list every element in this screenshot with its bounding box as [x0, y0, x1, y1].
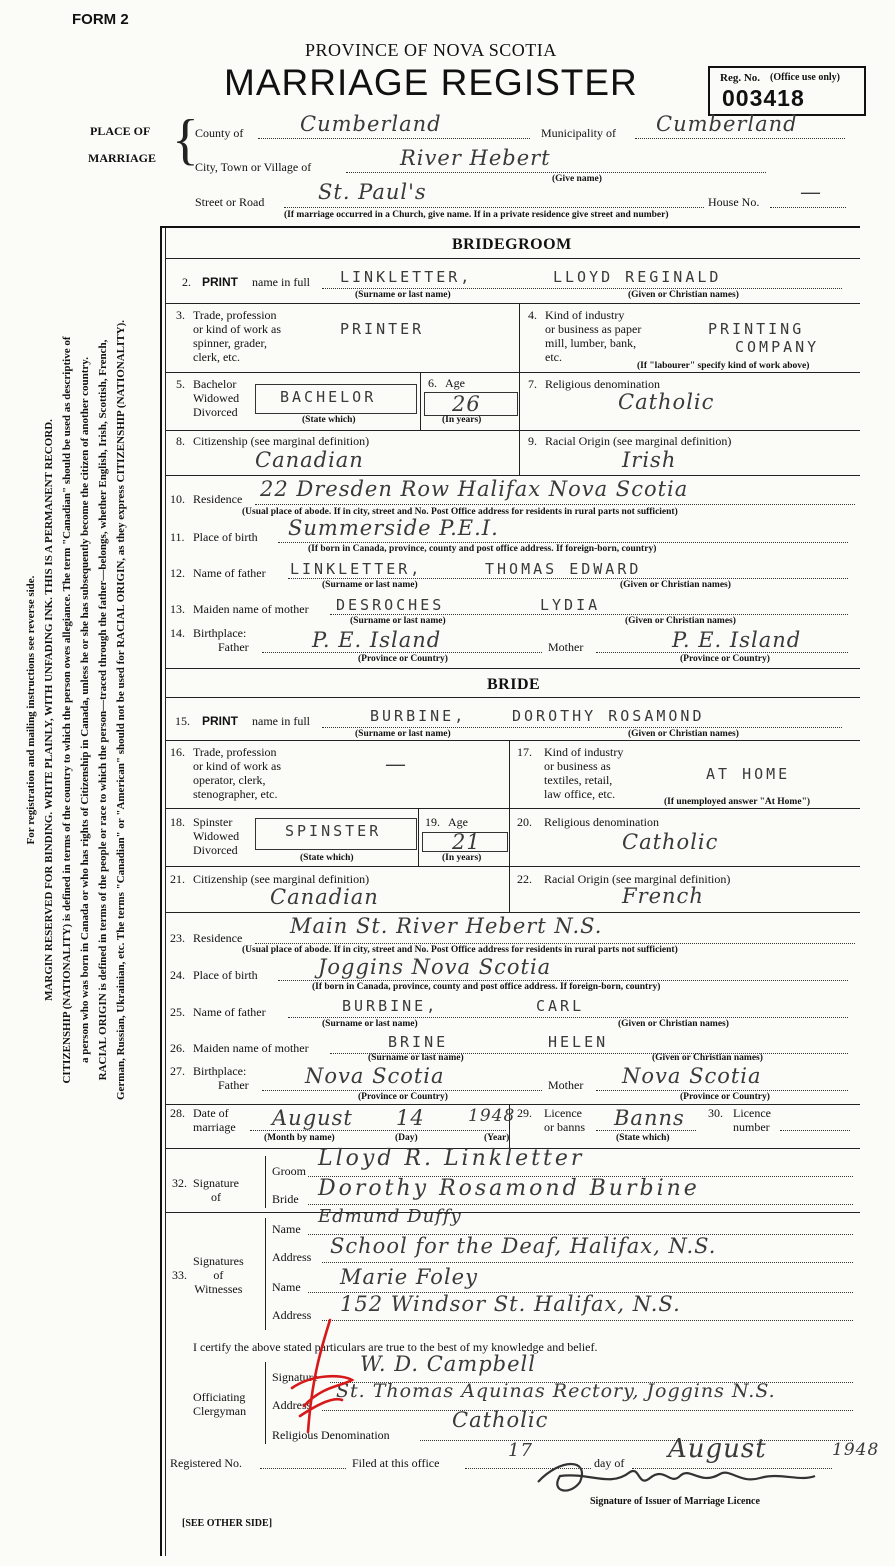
- marriage-day: 14: [396, 1106, 425, 1130]
- racial-origin-label: Racial Origin (see marginal definition): [545, 434, 732, 448]
- province-note: (Province or Country): [358, 654, 448, 664]
- given-note: (Given or Christian names): [618, 1019, 729, 1029]
- city-value: River Hebert: [400, 146, 551, 170]
- bride-industry: AT HOME: [706, 765, 791, 783]
- groom-mother-surname: DESROCHES: [336, 596, 445, 614]
- industry-label: Kind of industry or business as paper mill, lumber, bank, etc.: [545, 308, 642, 364]
- given-note: (Given or Christian names): [620, 580, 731, 590]
- marital-status-label: Bachelor Widowed Divorced: [193, 377, 240, 419]
- field-number: 14.: [170, 626, 185, 640]
- place-group-label: PLACE OF: [90, 124, 151, 138]
- trade-label: Trade, profession or kind of work as spinner, grader, clerk, etc.: [193, 308, 281, 364]
- signature-of-label: Signature of: [193, 1176, 239, 1204]
- bride-father-given: CARL: [536, 997, 585, 1015]
- mother-birthplace-label: Mother: [548, 1078, 584, 1092]
- margin-definitions: [22, 70, 130, 1350]
- clergy-address-label: Address: [272, 1398, 312, 1412]
- bride-sig-label: Bride: [272, 1192, 299, 1206]
- field-number: 33.: [172, 1268, 187, 1282]
- province-note: (Province or Country): [680, 1092, 770, 1102]
- surname-note: (Surname or last name): [322, 580, 418, 590]
- groom-industry-2: COMPANY: [735, 338, 820, 356]
- bride-age: 21: [452, 830, 481, 854]
- margin-line-2: MARGIN RESERVED FOR BINDING. WRITE PLAINLY, WITH UNFADING INK. THIS IS A PERMANENT RECORD.: [43, 419, 55, 1001]
- birth-note: (If born in Canada, province, county and post office address. If foreign-born, country): [308, 544, 657, 554]
- filed-at-office-label: Filed at this office: [352, 1456, 440, 1470]
- witness1-address: School for the Deaf, Halifax, N.S.: [330, 1234, 717, 1258]
- witnesses-label: Signatures of Witnesses: [193, 1254, 244, 1296]
- bride-given-names: DOROTHY ROSAMOND: [512, 707, 705, 725]
- place-of-birth-label: Place of birth: [193, 530, 258, 544]
- place-of-birth-label: Place of birth: [193, 968, 258, 982]
- clergy-denomination: Catholic: [452, 1408, 549, 1432]
- groom-age: 26: [452, 392, 481, 416]
- margin-line-1: For registration and mailing instructions see reverse side.: [25, 575, 37, 845]
- in-years-note: (In years): [442, 853, 482, 863]
- field-number: 25.: [170, 1005, 185, 1019]
- clergy-signature-label: Signature: [272, 1370, 318, 1384]
- field-number: 32.: [172, 1176, 187, 1190]
- print-label: PRINT: [202, 275, 238, 289]
- residence-note: (Usual place of abode. If in city, street and No. Post Office address for residents in rural parts not sufficient): [242, 507, 678, 517]
- mother-name-label: Maiden name of mother: [193, 1041, 309, 1055]
- in-years-note: (In years): [442, 415, 482, 425]
- bride-mother-birthplace: Nova Scotia: [622, 1064, 762, 1088]
- groom-surname: LINKLETTER,: [340, 268, 473, 286]
- groom-mother-birthplace: P. E. Island: [672, 628, 802, 652]
- field-number: 21.: [170, 872, 185, 886]
- reg-number-value: 003418: [722, 85, 805, 111]
- groom-industry-1: PRINTING: [708, 320, 805, 338]
- state-which-note: (State which): [302, 415, 356, 425]
- age-label: Age: [448, 815, 468, 829]
- groom-father-surname: LINKLETTER,: [290, 560, 423, 578]
- labourer-note: (If "labourer" specify kind of work above): [637, 361, 810, 371]
- licence-number-label: Licence number: [733, 1106, 771, 1134]
- month-note: (Month by name): [264, 1133, 335, 1143]
- citizenship-label: Citizenship (see marginal definition): [193, 434, 370, 448]
- witness2-address: 152 Windsor St. Halifax, N.S.: [340, 1292, 681, 1316]
- frame-left-border: [160, 226, 162, 1556]
- bride-trade: —: [385, 752, 407, 776]
- marriage-year: 1948: [468, 1106, 516, 1126]
- surname-note: (Surname or last name): [350, 616, 446, 626]
- field-number: 7.: [528, 377, 537, 391]
- filed-day: 17: [508, 1440, 533, 1461]
- bride-father-birthplace: Nova Scotia: [305, 1064, 445, 1088]
- field-number: 26.: [170, 1041, 185, 1055]
- reg-number-note: (Office use only): [770, 72, 840, 83]
- surname-note: (Surname or last name): [355, 729, 451, 739]
- date-of-marriage-label: Date of marriage: [193, 1106, 236, 1134]
- groom-citizenship: Canadian: [255, 448, 364, 472]
- citizenship-label: Citizenship (see marginal definition): [193, 872, 370, 886]
- bride-birthplace: Joggins Nova Scotia: [318, 955, 552, 979]
- field-number: 8.: [176, 434, 185, 448]
- field-number: 13.: [170, 602, 185, 616]
- margin-line-4: a person who was born in Canada or who has rights of Citizenship in Canada, unless he or she has subsequently become the citizen of another country.: [79, 357, 91, 1063]
- surname-note: (Surname or last name): [368, 1053, 464, 1063]
- groom-signature: Lloyd R. Linkletter: [318, 1146, 585, 1171]
- field-number: 11.: [170, 530, 185, 544]
- marital-status-label: Spinster Widowed Divorced: [193, 815, 240, 857]
- given-note: (Given or Christian names): [628, 290, 739, 300]
- given-note: (Given or Christian names): [625, 616, 736, 626]
- clergy-address: St. Thomas Aquinas Rectory, Joggins N.S.: [336, 1380, 776, 1402]
- issuer-signature-caption: Signature of Issuer of Marriage Licence: [590, 1496, 760, 1507]
- form-number: FORM 2: [72, 11, 129, 28]
- age-label: Age: [445, 376, 465, 390]
- field-number: 22.: [517, 872, 532, 886]
- witness1-address-label: Address: [272, 1250, 312, 1264]
- house-no-value: —: [800, 180, 822, 204]
- field-number: 2.: [182, 275, 191, 289]
- groom-residence: 22 Dresden Row Halifax Nova Scotia: [260, 477, 689, 501]
- industry-label: Kind of industry or business as textiles, retail, law office, etc.: [544, 745, 624, 801]
- field-number: 29.: [517, 1106, 532, 1120]
- groom-father-given: THOMAS EDWARD: [485, 560, 642, 578]
- municipality-label: Municipality of: [541, 126, 616, 140]
- field-number: 3.: [176, 308, 185, 322]
- residence-label: Residence: [193, 931, 243, 945]
- mother-name-label: Maiden name of mother: [193, 602, 309, 616]
- bride-citizenship: Canadian: [270, 885, 379, 909]
- margin-line-6: German, Russian, Ukrainian, etc. The terms "Canadian" or "American" should not be used for RACIAL ORIGIN, as they express CITIZENSHIP (NATIONALITY).: [115, 319, 127, 1101]
- bride-marital-status: SPINSTER: [285, 822, 382, 840]
- certification-statement: I certify the above stated particulars are true to the best of my knowledge and belief.: [193, 1340, 598, 1354]
- bridegroom-heading: BRIDEGROOM: [452, 236, 572, 253]
- given-note: (Given or Christian names): [628, 729, 739, 739]
- city-label: City, Town or Village of: [195, 160, 312, 174]
- bride-religion: Catholic: [622, 830, 719, 854]
- day-of-label: day of: [594, 1456, 625, 1470]
- field-number: 17.: [517, 745, 532, 759]
- clergy-signature: W. D. Campbell: [360, 1352, 536, 1376]
- groom-trade: PRINTER: [340, 320, 425, 338]
- bride-residence: Main St. River Hebert N.S.: [290, 914, 603, 938]
- red-check-mark: [282, 1316, 362, 1438]
- groom-religion: Catholic: [618, 390, 715, 414]
- witness2-name: Marie Foley: [340, 1265, 478, 1289]
- marriage-month: August: [272, 1106, 353, 1130]
- place-brace: {: [172, 109, 199, 171]
- bride-mother-surname: BRINE: [388, 1033, 449, 1051]
- witness2-name-label: Name: [272, 1280, 301, 1294]
- year-note: (Year): [484, 1133, 510, 1143]
- city-note: (Give name): [552, 174, 602, 184]
- registered-no-label: Registered No.: [170, 1456, 242, 1470]
- officiating-clergyman-label: Officiating Clergyman: [193, 1390, 247, 1418]
- at-home-note: (If unemployed answer "At Home"): [664, 797, 811, 807]
- street-label: Street or Road: [195, 195, 265, 209]
- municipality-value: Cumberland: [656, 112, 798, 136]
- name-in-full-label: name in full: [252, 714, 310, 728]
- father-birthplace-label: Father: [218, 640, 249, 654]
- father-birthplace-label: Father: [218, 1078, 249, 1092]
- county-value: Cumberland: [300, 112, 442, 136]
- province-note: (Province or Country): [358, 1092, 448, 1102]
- given-note: (Given or Christian names): [652, 1053, 763, 1063]
- state-which-note: (State which): [300, 853, 354, 863]
- page-title: MARRIAGE REGISTER: [224, 62, 638, 103]
- field-number: 10.: [170, 492, 185, 506]
- groom-sig-label: Groom: [272, 1164, 306, 1178]
- groom-mother-given: LYDIA: [540, 596, 601, 614]
- county-label: County of: [195, 126, 244, 140]
- house-no-label: House No.: [708, 195, 760, 209]
- bride-signature: Dorothy Rosamond Burbine: [318, 1176, 700, 1201]
- field-number: 15.: [175, 714, 190, 728]
- father-name-label: Name of father: [193, 566, 266, 580]
- field-number: 24.: [170, 968, 185, 982]
- reg-number-label: Reg. No.: [720, 72, 761, 84]
- groom-birthplace: Summerside P.E.I.: [288, 516, 499, 540]
- birthplace-label: Birthplace:: [193, 626, 247, 640]
- bride-father-surname: BURBINE,: [342, 997, 439, 1015]
- filed-month: August: [668, 1434, 767, 1464]
- religious-denomination-label: Religious Denomination: [272, 1428, 390, 1442]
- issuer-signature: [530, 1452, 820, 1500]
- witness1-name-label: Name: [272, 1222, 301, 1236]
- field-number: 23.: [170, 931, 185, 945]
- trade-label: Trade, profession or kind of work as operator, clerk, stenographer, etc.: [193, 745, 281, 801]
- field-number: 28.: [170, 1106, 185, 1120]
- church-note: (If marriage occurred in a Church, give name. If in a private residence give street and number): [284, 210, 669, 220]
- field-number: 12.: [170, 566, 185, 580]
- state-which-note: (State which): [616, 1133, 670, 1143]
- birthplace-label: Birthplace:: [193, 1064, 247, 1078]
- birth-note: (If born in Canada, province, county and post office address. If foreign-born, country): [312, 982, 661, 992]
- field-number: 9.: [528, 434, 537, 448]
- licence-or-banns: Banns: [614, 1106, 685, 1130]
- religion-label: Religious denomination: [544, 815, 659, 829]
- print-label: PRINT: [202, 714, 238, 728]
- province-note: (Province or Country): [680, 654, 770, 664]
- bride-surname: BURBINE,: [370, 707, 467, 725]
- groom-marital-status: BACHELOR: [280, 388, 377, 406]
- bride-heading: BRIDE: [487, 676, 541, 693]
- field-number: 16.: [170, 745, 185, 759]
- religion-label: Religious denomination: [545, 377, 660, 391]
- witness2-address-label: Address: [272, 1308, 312, 1322]
- field-number: 30.: [708, 1106, 723, 1120]
- see-other-side: [SEE OTHER SIDE]: [182, 1518, 273, 1529]
- groom-given-names: LLOYD REGINALD: [553, 268, 722, 286]
- racial-origin-label: Racial Origin (see marginal definition): [544, 872, 731, 886]
- father-name-label: Name of father: [193, 1005, 266, 1019]
- groom-father-birthplace: P. E. Island: [312, 628, 442, 652]
- name-in-full-label: name in full: [252, 275, 310, 289]
- field-number: 19.: [425, 815, 440, 829]
- residence-note: (Usual place of abode. If in city, street and No. Post Office address for residents in rural parts not sufficient): [242, 945, 678, 955]
- surname-note: (Surname or last name): [355, 290, 451, 300]
- margin-line-5: RACIAL ORIGIN is defined in terms of the people or race to which the person—traced through the father—belongs, whether English, Irish, Scottish, French,: [97, 339, 109, 1081]
- field-number: 4.: [528, 308, 537, 322]
- groom-racial-origin: Irish: [622, 448, 677, 472]
- field-number: 27.: [170, 1064, 185, 1078]
- filed-year: 1948: [832, 1440, 880, 1460]
- reg-number-box: [708, 66, 866, 116]
- place-group-label-2: MARRIAGE: [88, 151, 156, 165]
- residence-label: Residence: [193, 492, 243, 506]
- bride-racial-origin: French: [622, 884, 704, 908]
- province-heading: PROVINCE OF NOVA SCOTIA: [305, 40, 557, 60]
- field-number: 6.: [428, 376, 437, 390]
- street-value: St. Paul's: [318, 180, 427, 204]
- field-number: 5.: [176, 377, 185, 391]
- witness1-name: Edmund Duffy: [318, 1206, 462, 1227]
- surname-note: (Surname or last name): [322, 1019, 418, 1029]
- licence-or-banns-label: Licence or banns: [544, 1106, 585, 1134]
- field-number: 20.: [517, 815, 532, 829]
- bride-mother-given: HELEN: [548, 1033, 609, 1051]
- day-note: (Day): [395, 1133, 418, 1143]
- field-number: 18.: [170, 815, 185, 829]
- mother-birthplace-label: Mother: [548, 640, 584, 654]
- margin-line-3: CITIZENSHIP (NATIONALITY) is defined in terms of the country to which the person owes allegiance. The term "Canadian" should be used as descriptive of: [61, 336, 73, 1084]
